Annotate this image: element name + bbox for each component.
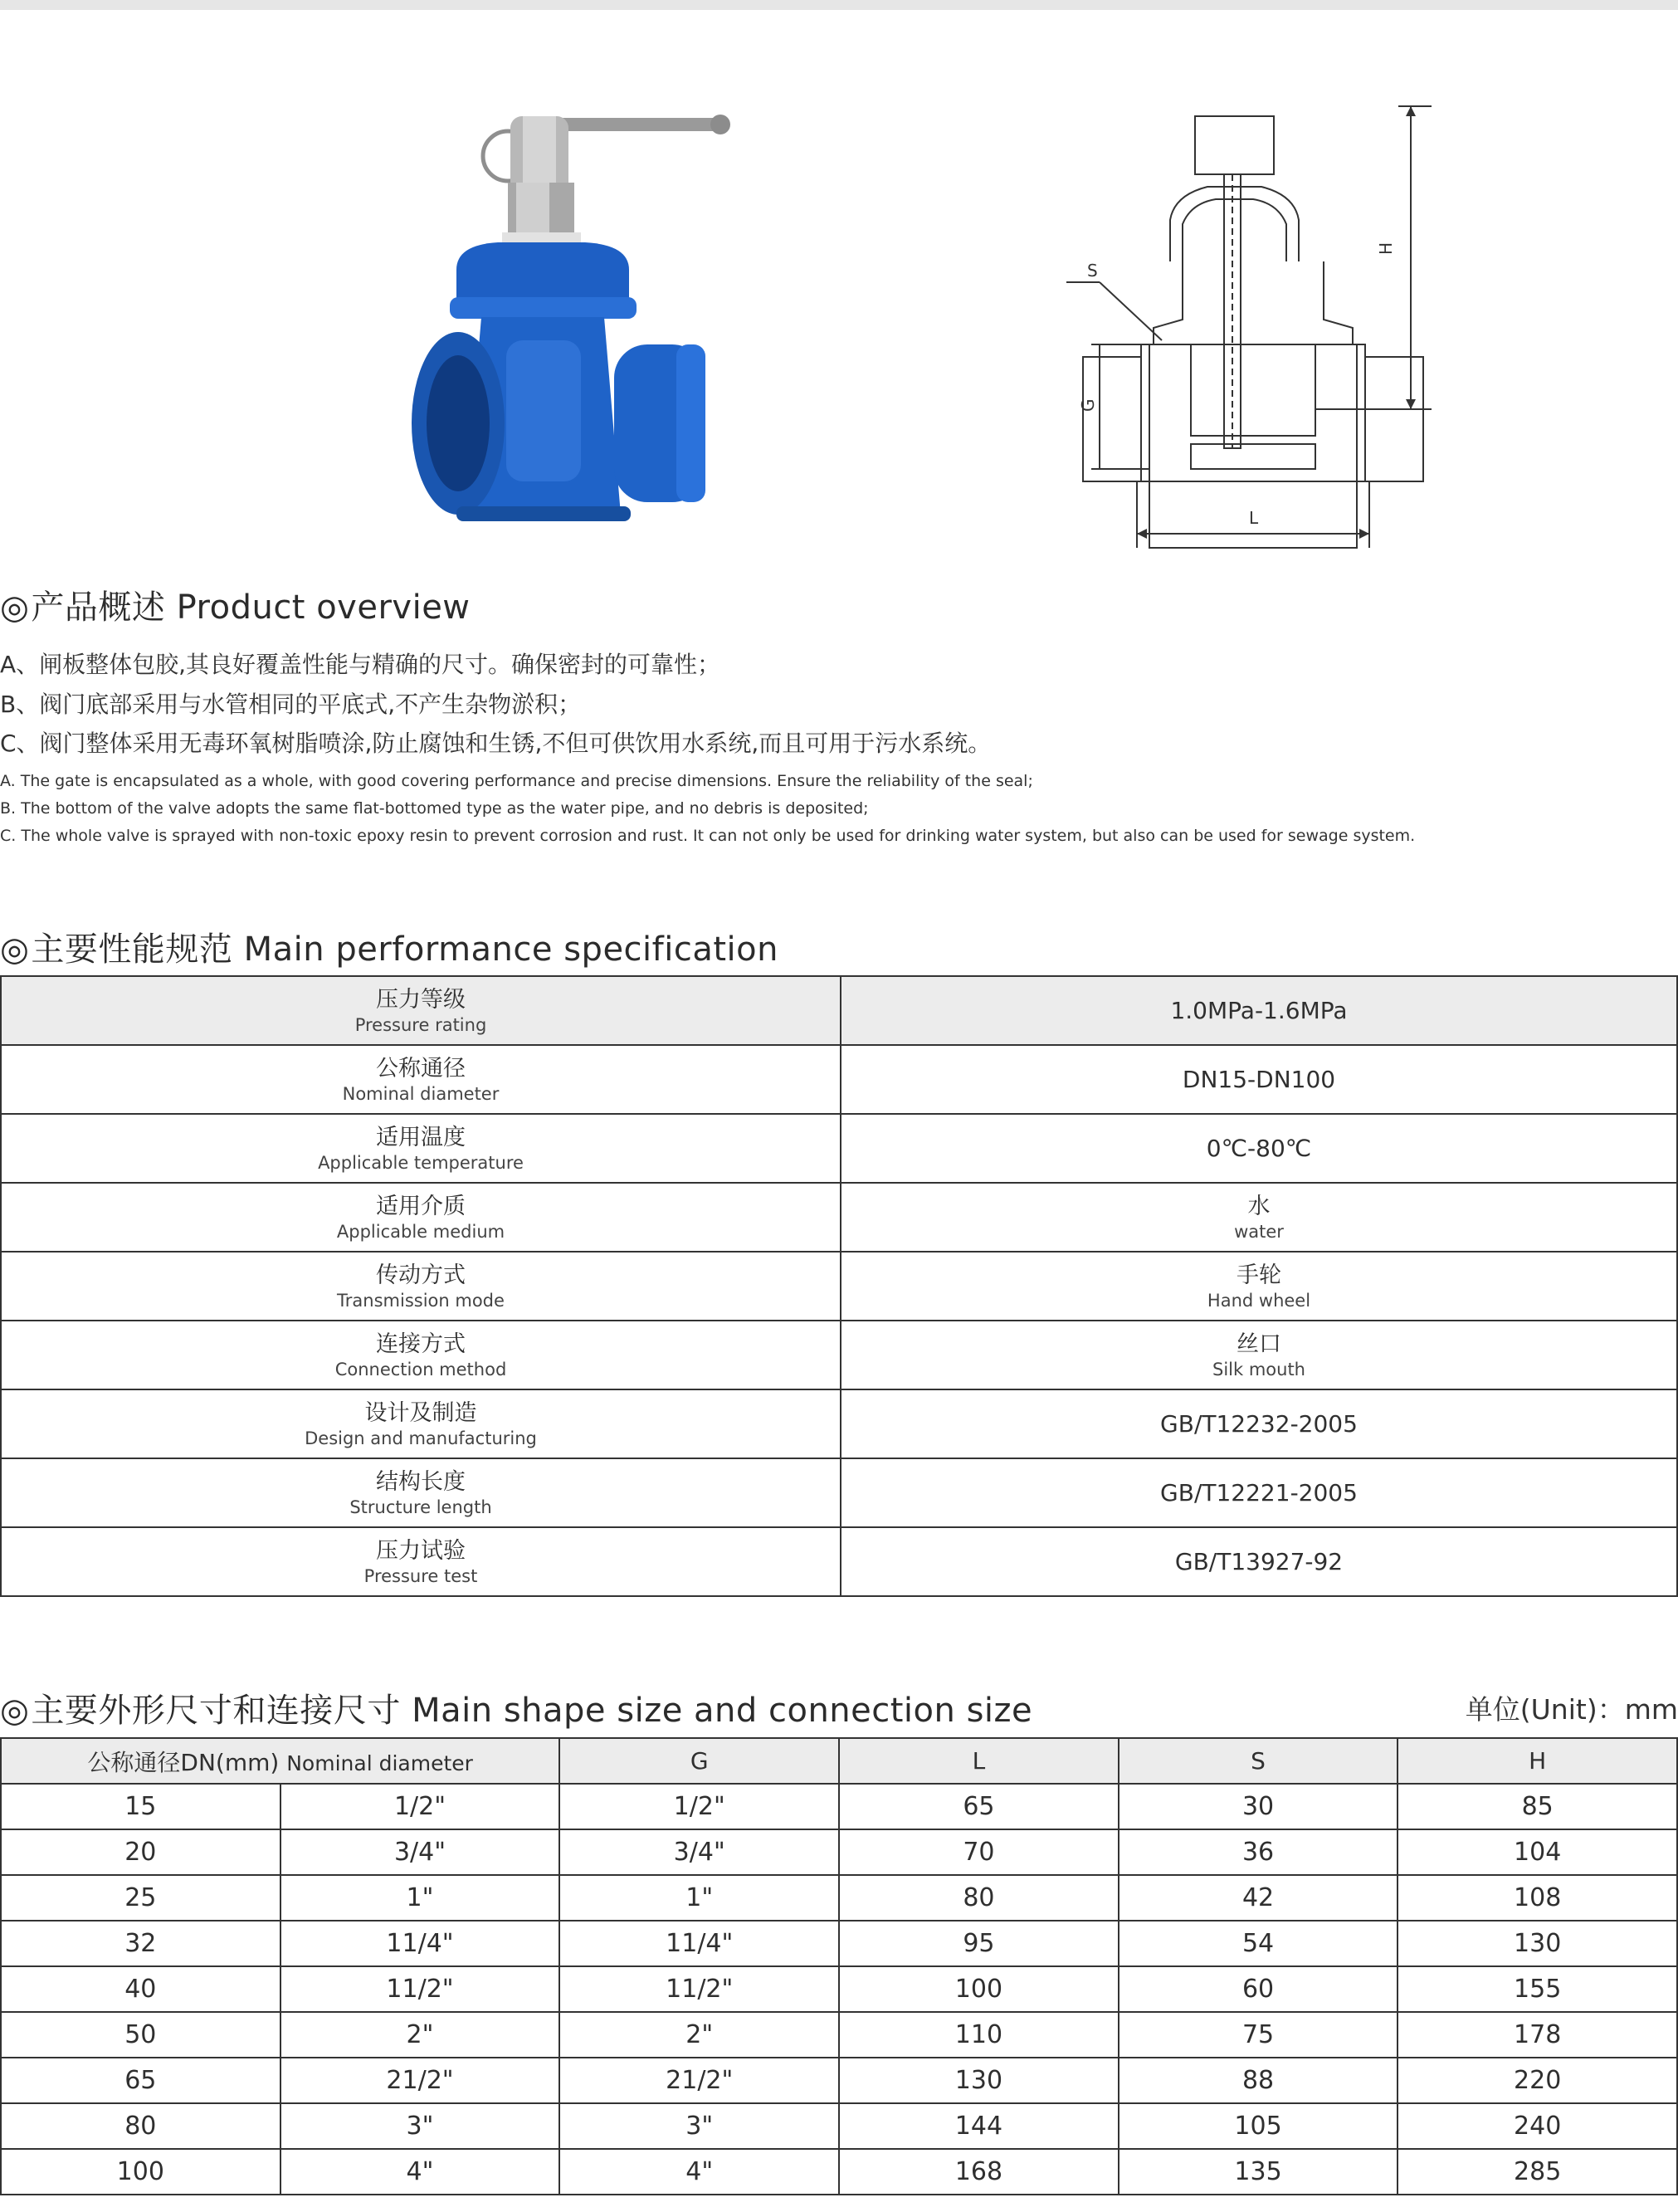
spec-label	[1, 976, 841, 1045]
circle-mark-icon: ◎	[0, 1692, 30, 1730]
cell-h: 240	[1398, 2103, 1677, 2149]
spec-label-en: Nominal diameter	[342, 1083, 500, 1104]
circle-mark-icon: ◎	[0, 930, 30, 969]
circle-mark-icon: ◎	[0, 588, 30, 627]
cell-h: 85	[1398, 1784, 1677, 1829]
label-l: L	[1249, 508, 1259, 528]
spec-heading	[0, 923, 778, 970]
table-row	[1, 1458, 1677, 1527]
dimension-drawing	[1066, 95, 1456, 560]
cell-s: 54	[1119, 1921, 1398, 1966]
cell-inch: 2"	[280, 2012, 560, 2058]
table-row	[1, 1875, 1677, 1921]
cell-s: 105	[1119, 2103, 1398, 2149]
header-dn-en: Nominal diameter	[286, 1751, 473, 1775]
spec-label	[1, 1252, 841, 1321]
spec-label-cn: 传动方式	[376, 1262, 466, 1288]
spec-value-text: GB/T13927-92	[1174, 1548, 1344, 1575]
table-row	[1, 1527, 1677, 1596]
table-row	[1, 2058, 1677, 2103]
cell-h: 130	[1398, 1921, 1677, 1966]
cell-dn: 40	[1, 1966, 280, 2012]
spec-value	[841, 1527, 1677, 1596]
table-row	[1, 1321, 1677, 1389]
spec-value-en: water	[1234, 1221, 1284, 1242]
cell-dn: 80	[1, 2103, 280, 2149]
cell-l: 168	[839, 2149, 1119, 2195]
dimension-table	[0, 1737, 1678, 2195]
overview-line-en: B. The bottom of the valve adopts the same flat-bottomed type as the water pipe, and no debris is deposited;	[0, 799, 869, 818]
cell-dn: 32	[1, 1921, 280, 1966]
table-row	[1, 1114, 1677, 1183]
spec-value	[841, 1321, 1677, 1389]
spec-value	[841, 976, 1677, 1045]
cell-inch: 4"	[280, 2149, 560, 2195]
overview-line-cn: A、闸板整体包胶,其良好覆盖性能与精确的尺寸。确保密封的可靠性；	[0, 651, 721, 678]
spec-label	[1, 1527, 841, 1596]
spec-label-cn: 公称通径	[376, 1055, 466, 1082]
spec-value-en: Silk mouth	[1212, 1359, 1305, 1379]
table-row	[1, 2012, 1677, 2058]
spec-label-en: Transmission mode	[337, 1290, 505, 1311]
spec-value-text: 1.0MPa-1.6MPa	[1170, 997, 1348, 1024]
spec-label	[1, 1183, 841, 1252]
table-row	[1, 2149, 1677, 2195]
cell-dn: 100	[1, 2149, 280, 2195]
table-row	[1, 1045, 1677, 1114]
spec-label	[1, 1045, 841, 1114]
cell-inch: 3/4"	[280, 1829, 560, 1875]
cell-h: 104	[1398, 1829, 1677, 1875]
spec-table	[0, 975, 1678, 1597]
spec-value-cn: 水	[1247, 1193, 1271, 1219]
dims-heading	[0, 1684, 1032, 1731]
unit-label: 单位(Unit)：mm	[1465, 1693, 1678, 1726]
cell-s: 135	[1119, 2149, 1398, 2195]
overview-heading-text: 产品概述 Product overview	[31, 588, 471, 627]
cell-dn: 25	[1, 1875, 280, 1921]
table-row	[1, 1183, 1677, 1252]
spec-label-en: Design and manufacturing	[305, 1428, 537, 1448]
cell-s: 60	[1119, 1966, 1398, 2012]
spec-value-cn: 手轮	[1237, 1262, 1281, 1288]
spec-value	[841, 1114, 1677, 1183]
header-nominal-diameter	[1, 1738, 559, 1784]
cell-l: 100	[839, 1966, 1119, 2012]
spec-label-cn: 设计及制造	[364, 1399, 477, 1426]
cell-dn: 65	[1, 2058, 280, 2103]
spec-label-cn: 适用介质	[376, 1193, 466, 1219]
cell-h: 108	[1398, 1875, 1677, 1921]
header-s: S	[1119, 1738, 1398, 1784]
cell-inch: 3"	[280, 2103, 560, 2149]
cell-g: 1"	[559, 1875, 839, 1921]
table-row	[1, 1921, 1677, 1966]
cell-g: 3/4"	[559, 1829, 839, 1875]
cell-l: 70	[839, 1829, 1119, 1875]
cell-g: 3"	[559, 2103, 839, 2149]
spec-label	[1, 1458, 841, 1527]
spec-label-cn: 适用温度	[376, 1124, 466, 1150]
table-row	[1, 976, 1677, 1045]
header-dn-cn: 公称通径DN(mm)	[87, 1748, 280, 1776]
cell-inch: 1/2"	[280, 1784, 560, 1829]
cell-l: 65	[839, 1784, 1119, 1829]
table-row	[1, 1966, 1677, 2012]
spec-value-text: GB/T12232-2005	[1160, 1410, 1358, 1438]
cell-inch: 11/2"	[280, 1966, 560, 2012]
top-bar	[0, 0, 1678, 10]
table-row	[1, 1389, 1677, 1458]
cell-h: 155	[1398, 1966, 1677, 2012]
cell-h: 220	[1398, 2058, 1677, 2103]
cell-h: 178	[1398, 2012, 1677, 2058]
spec-label-cn: 连接方式	[376, 1331, 466, 1357]
overview-line-cn: B、阀门底部采用与水管相同的平底式,不产生杂物淤积；	[0, 691, 582, 718]
spec-value	[841, 1045, 1677, 1114]
cell-s: 88	[1119, 2058, 1398, 2103]
cell-l: 130	[839, 2058, 1119, 2103]
cell-l: 110	[839, 2012, 1119, 2058]
overview-line-en: C. The whole valve is sprayed with non-toxic epoxy resin to prevent corrosion and rust. It can not only be used for drinking water system, but also can be used for sewage system.	[0, 827, 1416, 845]
cell-dn: 50	[1, 2012, 280, 2058]
spec-label-en: Applicable temperature	[318, 1152, 524, 1173]
label-s: S	[1087, 261, 1098, 281]
cell-inch: 21/2"	[280, 2058, 560, 2103]
dims-heading-text: 主要外形尺寸和连接尺寸 Main shape size and connection size	[31, 1692, 1033, 1730]
spec-value	[841, 1389, 1677, 1458]
cell-inch: 1"	[280, 1875, 560, 1921]
spec-value-text: GB/T12221-2005	[1160, 1479, 1358, 1506]
spec-value-en: Hand wheel	[1207, 1290, 1311, 1311]
table-row	[1, 1784, 1677, 1829]
spec-label-en: Connection method	[334, 1359, 507, 1379]
spec-value	[841, 1252, 1677, 1321]
header-l: L	[839, 1738, 1119, 1784]
spec-label-cn: 压力试验	[376, 1537, 466, 1564]
spec-value-cn: 丝口	[1237, 1331, 1281, 1357]
cell-g: 2"	[559, 2012, 839, 2058]
spec-label-cn: 压力等级	[376, 986, 466, 1013]
overview-heading	[0, 581, 471, 628]
spec-label-en: Applicable medium	[336, 1221, 505, 1242]
cell-s: 36	[1119, 1829, 1398, 1875]
cell-l: 95	[839, 1921, 1119, 1966]
cell-l: 144	[839, 2103, 1119, 2149]
spec-label-en: Pressure test	[363, 1565, 478, 1586]
cell-s: 30	[1119, 1784, 1398, 1829]
spec-label-cn: 结构长度	[376, 1468, 466, 1495]
label-h: H	[1376, 242, 1396, 255]
table-header-row	[1, 1738, 1677, 1784]
spec-value	[841, 1183, 1677, 1252]
overview-line-cn: C、阀门整体采用无毒环氧树脂喷涂,防止腐蚀和生锈,不但可供饮用水系统,而且可用于污水系统。	[0, 730, 992, 757]
header-h: H	[1398, 1738, 1677, 1784]
product-photo	[407, 100, 755, 548]
cell-l: 80	[839, 1875, 1119, 1921]
spec-label	[1, 1321, 841, 1389]
spec-label-en: Structure length	[349, 1497, 492, 1517]
cell-inch: 11/4"	[280, 1921, 560, 1966]
cell-s: 75	[1119, 2012, 1398, 2058]
cell-g: 11/4"	[559, 1921, 839, 1966]
cell-g: 1/2"	[559, 1784, 839, 1829]
spec-value	[841, 1458, 1677, 1527]
table-row	[1, 1252, 1677, 1321]
overview-line-en: A. The gate is encapsulated as a whole, with good covering performance and precise dimensions. Ensure the reliability of the seal;	[0, 772, 1033, 790]
header-g: G	[559, 1738, 839, 1784]
cell-dn: 20	[1, 1829, 280, 1875]
cell-g: 4"	[559, 2149, 839, 2195]
spec-label	[1, 1114, 841, 1183]
table-row	[1, 2103, 1677, 2149]
cell-g: 11/2"	[559, 1966, 839, 2012]
spec-value-text: DN15-DN100	[1182, 1066, 1336, 1093]
spec-heading-text: 主要性能规范 Main performance specification	[31, 930, 778, 969]
spec-value-text: 0℃-80℃	[1206, 1135, 1312, 1162]
cell-g: 21/2"	[559, 2058, 839, 2103]
cell-h: 285	[1398, 2149, 1677, 2195]
cell-dn: 15	[1, 1784, 280, 1829]
label-g: G	[1078, 398, 1098, 412]
table-row	[1, 1829, 1677, 1875]
spec-label-en: Pressure rating	[354, 1014, 487, 1035]
spec-label	[1, 1389, 841, 1458]
cell-s: 42	[1119, 1875, 1398, 1921]
